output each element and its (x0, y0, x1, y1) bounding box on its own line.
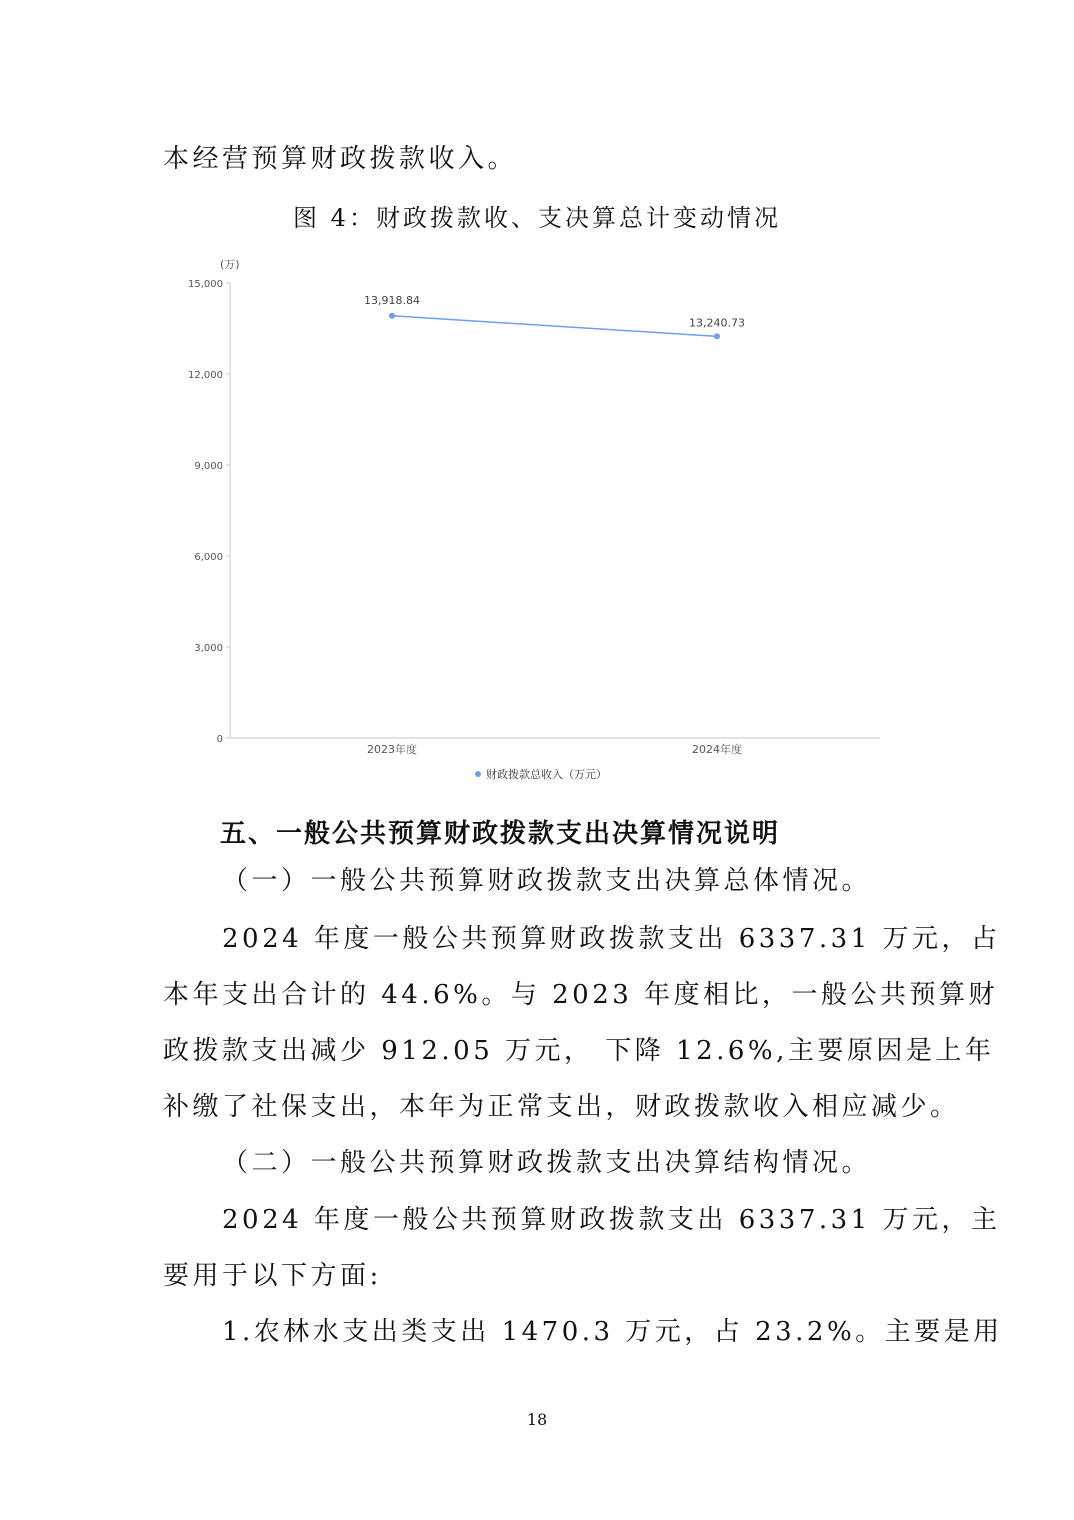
subheading-2: （二）一般公共预算财政拨款支出决算结构情况。 (222, 1148, 872, 1178)
figure-caption: 图 4：财政拨款收、支决算总计变动情况 (293, 204, 781, 232)
subheading-1: （一）一般公共预算财政拨款支出决算总体情况。 (222, 866, 872, 896)
x-tick-label-2023: 2023年度 (367, 743, 417, 756)
paragraph-line: 政拨款支出减少 912.05 万元， 下降 12.6%,主要原因是上年 (163, 1036, 995, 1066)
paragraph-line: 2024 年度一般公共预算财政拨款支出 6337.31 万元，主 (222, 1205, 1001, 1235)
series-line (392, 316, 717, 337)
data-point-2024 (714, 333, 720, 339)
page-number: 18 (526, 1410, 548, 1429)
legend-label: 财政拨款总收入（万元） (486, 768, 607, 781)
paragraph-line: 本经营预算财政拨款收入。 (163, 144, 518, 174)
paragraph-line: 1.农林水支出类支出 1470.3 万元，占 23.2%。主要是用 (222, 1317, 1003, 1347)
y-axis-unit-label: (万) (220, 258, 240, 271)
y-tick-label: 0 (216, 734, 223, 745)
line-chart (160, 250, 890, 790)
paragraph-line: 本年支出合计的 44.6%。与 2023 年度相比，一般公共预算财 (163, 980, 999, 1010)
y-tick-label: 9,000 (194, 461, 223, 472)
y-tick-label: 3,000 (194, 643, 223, 654)
data-label-2023: 13,918.84 (364, 293, 420, 307)
legend-marker (475, 771, 481, 777)
data-label-2024: 13,240.73 (689, 316, 745, 330)
y-tick-label: 12,000 (188, 370, 223, 381)
x-tick-label-2024: 2024年度 (692, 743, 742, 756)
paragraph-line: 2024 年度一般公共预算财政拨款支出 6337.31 万元，占 (222, 924, 1001, 954)
data-point-2023 (389, 313, 395, 319)
paragraph-line: 要用于以下方面: (163, 1261, 382, 1291)
y-tick-label: 15,000 (188, 279, 223, 290)
paragraph-line: 补缴了社保支出，本年为正常支出，财政拨款收入相应减少。 (163, 1092, 960, 1122)
section-heading: 五、一般公共预算财政拨款支出决算情况说明 (220, 819, 781, 849)
y-tick-label: 6,000 (194, 552, 223, 563)
